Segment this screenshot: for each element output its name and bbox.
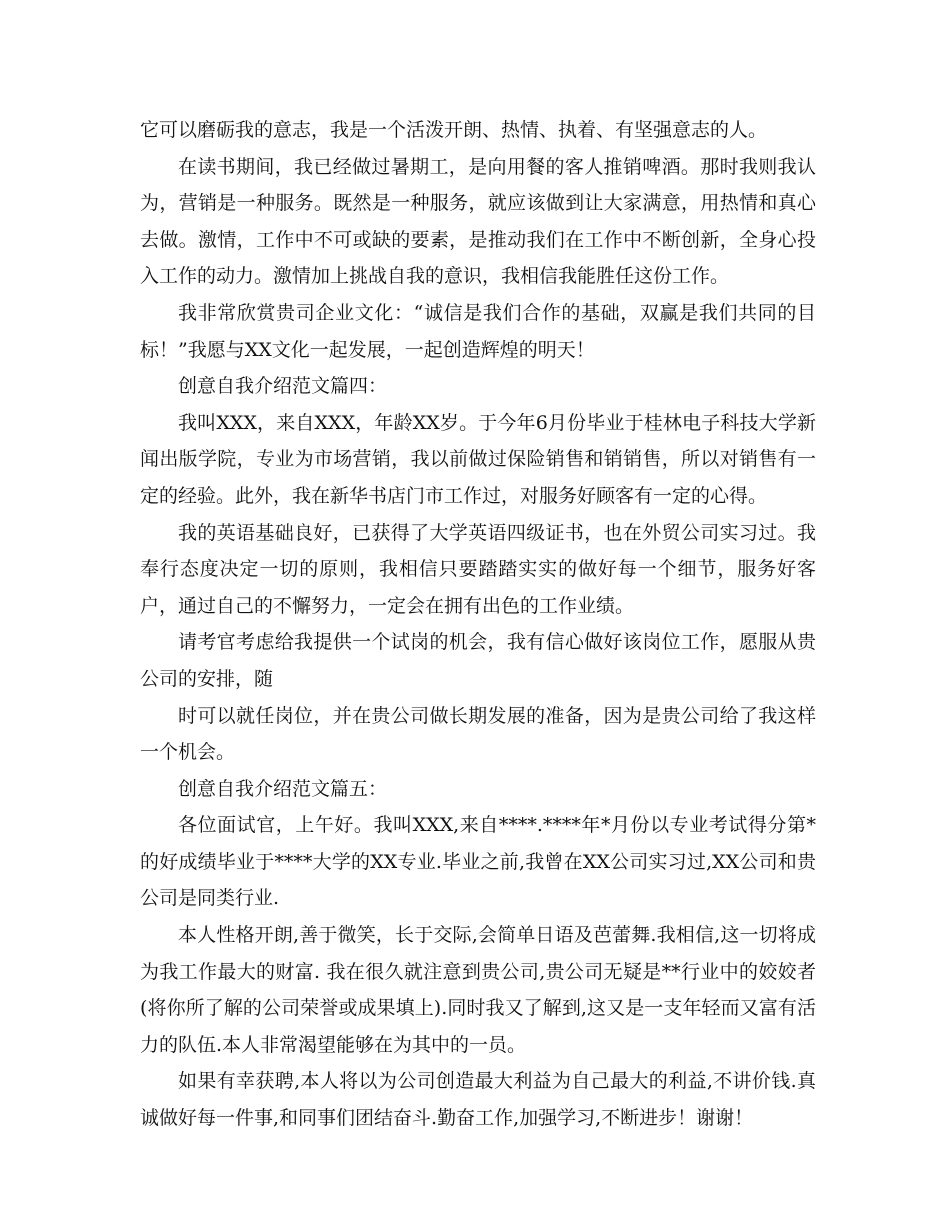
paragraph: 本人性格开朗,善于微笑，长于交际,会简单日语及芭蕾舞.我相信,这一切将成为我工作最大的财富. 我在很久就注意到贵公司,贵公司无疑是**行业中的姣姣者(将你所了解的公司荣誉或成果填上).同时我又了解到,这又是一支年轻而又富有活力的队伍.本人非常渴望能够在为其中的一员。 [140,924,816,1056]
section-heading: 创意自我介绍范文篇四： [178,375,388,398]
paragraph: 它可以磨砺我的意志，我是一个活泼开朗、热情、执着、有坚强意志的人。 [140,119,768,141]
paragraph: 时可以就任岗位，并在贵公司做长期发展的准备，因为是贵公司给了我这样一个机会。 [140,704,816,764]
section-heading: 创意自我介绍范文篇五： [178,777,388,800]
paragraph: 我非常欣赏贵司企业文化：“诚信是我们合作的基础，双赢是我们共同的目标！”我愿与XX文化一起发展，一起创造辉煌的明天！ [140,301,816,361]
document-body [140,112,816,1137]
paragraph: 各位面试官，上午好。我叫XXX,来自****.****年*月份以专业考试得分第*的好成绩毕业于****大学的XX专业.毕业之前,我曾在XX公司实习过,XX公司和贵公司是同类行业. [140,814,816,910]
paragraph: 我的英语基础良好，已获得了大学英语四级证书，也在外贸公司实习过。我奉行态度决定一切的原则，我相信只要踏踏实实的做好每一个细节，服务好客户，通过自己的不懈努力，一定会在拥有出色的工作业绩。 [140,521,816,617]
paragraph: 如果有幸获聘,本人将以为公司创造最大利益为自己最大的利益,不讲价钱.真诚做好每一件事,和同事们团结奋斗.勤奋工作,加强学习,不断进步！谢谢！ [140,1070,816,1130]
paragraph: 在读书期间，我已经做过暑期工，是向用餐的客人推销啤酒。那时我则我认为，营销是一种服务。既然是一种服务，就应该做到让大家满意，用热情和真心去做。激情，工作中不可或缺的要素，是推动我们在工作中不断创新，全身心投入工作的动力。激情加上挑战自我的意识，我相信我能胜任这份工作。 [140,155,816,288]
paragraph: 我叫XXX，来自XXX，年龄XX岁。于今年6月份毕业于桂林电子科技大学新闻出版学院，专业为市场营销，我以前做过保险销售和销销售，所以对销售有一定的经验。此外，我在新华书店门市工作过，对服务好顾客有一定的心得。 [140,411,816,507]
paragraph: 请考官考虑给我提供一个试岗的机会，我有信心做好该岗位工作，愿服从贵公司的安排，随 [140,631,816,690]
